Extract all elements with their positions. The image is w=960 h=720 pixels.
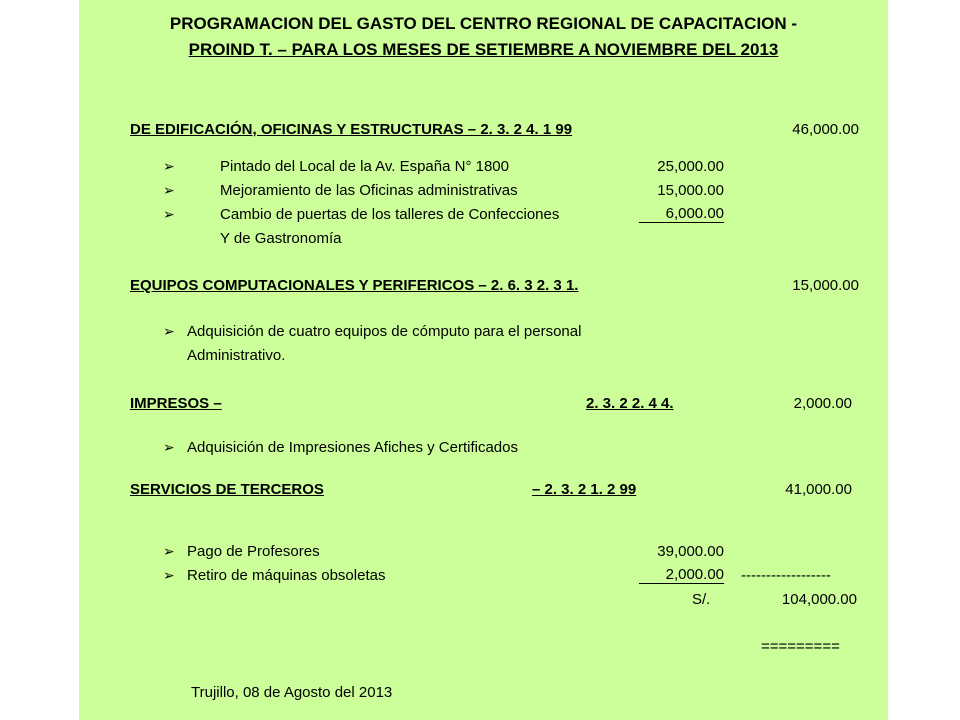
summary-dash-line: ------------------ <box>741 567 831 584</box>
section-3-heading-label: IMPRESOS – <box>130 395 222 412</box>
section-1-item-3-amount: 6,000.00 <box>639 206 724 223</box>
document-title-line-2: PROIND T. – PARA LOS MESES DE SETIEMBRE A NOVIEMBRE DEL 2013 <box>188 40 779 59</box>
summary-currency: S/. <box>692 591 711 608</box>
section-1-item-2-amount: 15,000.00 <box>657 182 724 199</box>
section-3-total: 2,000.00 <box>793 395 852 412</box>
bullet-arrow-icon: ➢ <box>163 439 175 455</box>
section-1-item-1-text: Pintado del Local de la Av. España N° 1800 <box>220 158 509 175</box>
section-1-item-1-amount: 25,000.00 <box>657 158 724 175</box>
bullet-arrow-icon: ➢ <box>163 567 175 583</box>
section-2-item-1-text: Adquisición de cuatro equipos de cómputo para el personal <box>187 323 582 340</box>
section-4-item-1-amount: 39,000.00 <box>657 543 724 560</box>
section-3-item-1-text: Adquisición de Impresiones Afiches y Certificados <box>187 439 518 456</box>
document-title-line-1: PROGRAMACION DEL GASTO DEL CENTRO REGIONAL DE CAPACITACION - <box>169 14 798 33</box>
document-page <box>79 0 888 720</box>
section-2-item-1-continuation: Administrativo. <box>187 347 286 364</box>
bullet-arrow-icon: ➢ <box>163 206 175 222</box>
bullet-arrow-icon: ➢ <box>163 323 175 339</box>
section-4-heading-label: SERVICIOS DE TERCEROS <box>130 481 324 498</box>
section-2-heading: EQUIPOS COMPUTACIONALES Y PERIFERICOS – 2. 6. 3 2. 3 1. <box>130 277 579 294</box>
section-1-total: 46,000.00 <box>792 121 859 138</box>
summary-grand-total: 104,000.00 <box>781 591 857 608</box>
section-1-item-3-text: Cambio de puertas de los talleres de Confecciones <box>220 206 560 223</box>
section-2-total: 15,000.00 <box>792 277 859 294</box>
bullet-arrow-icon: ➢ <box>163 182 175 198</box>
document-date: Trujillo, 08 de Agosto del 2013 <box>191 684 393 701</box>
section-4-item-2-text: Retiro de máquinas obsoletas <box>187 567 386 584</box>
section-4-heading-code: – 2. 3. 2 1. 2 99 <box>532 481 637 498</box>
section-4-total: 41,000.00 <box>785 481 852 498</box>
section-1-heading: DE EDIFICACIÓN, OFICINAS Y ESTRUCTURAS – 2. 3. 2 4. 1 99 <box>130 121 573 138</box>
section-4-item-2-amount: 2,000.00 <box>639 567 724 584</box>
section-1-item-3-continuation: Y de Gastronomía <box>220 230 342 247</box>
section-1-item-2-text: Mejoramiento de las Oficinas administrativas <box>220 182 518 199</box>
bullet-arrow-icon: ➢ <box>163 158 175 174</box>
section-4-item-1-text: Pago de Profesores <box>187 543 320 560</box>
summary-equals-line: ========= <box>761 638 840 655</box>
bullet-arrow-icon: ➢ <box>163 543 175 559</box>
section-3-heading-code: 2. 3. 2 2. 4 4. <box>586 395 674 412</box>
